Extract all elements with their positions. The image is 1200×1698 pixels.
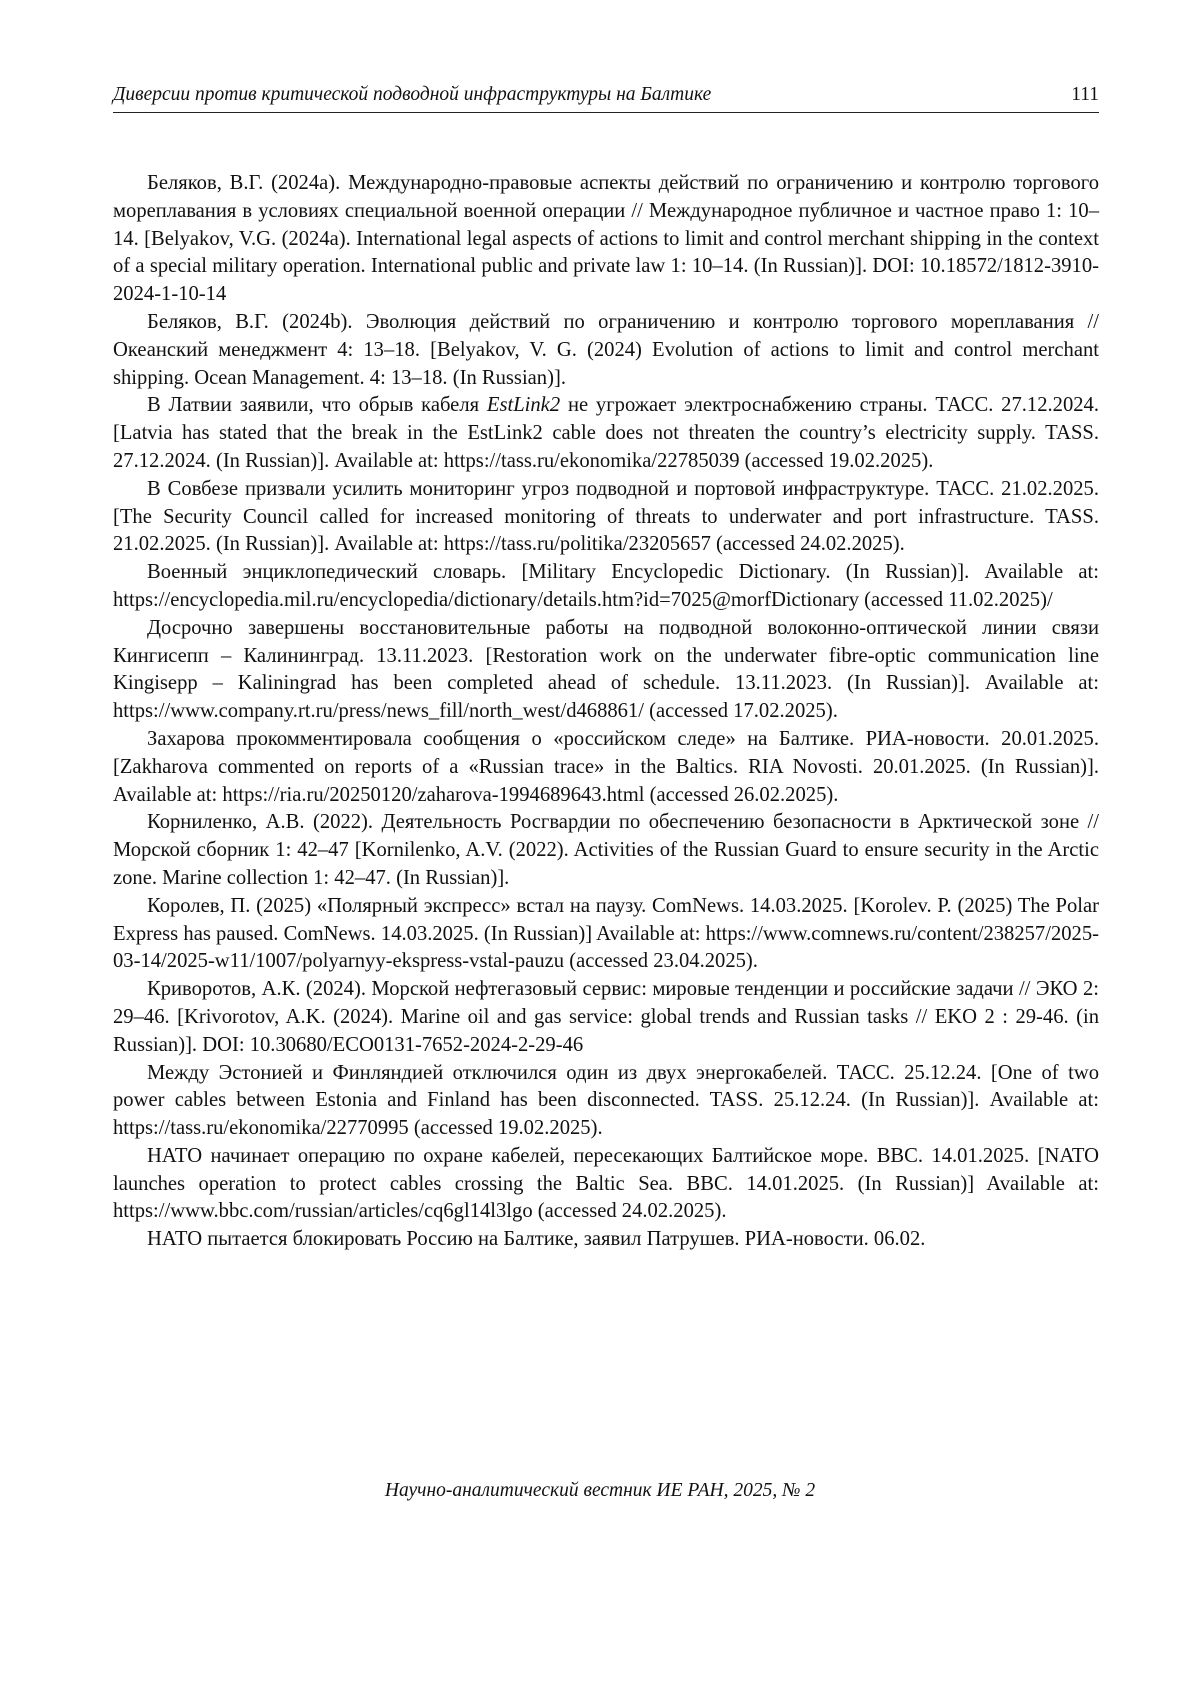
reference-item: Криворотов, А.К. (2024). Морской нефтегазовый сервис: мировые тенденции и российские задачи // ЭКО 2: 29–46. [Krivorotov, A.K. (2024). Marine oil and gas service: global trends and Russian tasks // EKO 2 : 29-46. (in Russian)]. DOI: 10.30680/ECO0131-7652-2024-2-29-46	[113, 978, 1099, 1056]
reference-item: НАТО начинает операцию по охране кабелей, пересекающих Балтийское море. BBC. 14.01.2025. [NATO launches operation to protect cables crossing the Baltic Sea. BBC. 14.01.2025. (In Russian)] Available at: https://www.bbc.com/russian/articles/cq6gl14l3lgo (accessed 24.02.2025).	[113, 1144, 1099, 1223]
reference-item: Досрочно завершены восстановительные работы на подводной волоконно-оптической линии связи Кингисепп – Калининград. 13.11.2023. [Restoration work on the underwater fibre-optic communication line Kingisepp – Kaliningrad has been completed ahead of schedule. 13.11.2023. (In Russian)]. Available at: https://www.company.rt.ru/press/news_fill/north_west/d468861/ (accessed 17.02.2025).	[113, 616, 1099, 723]
reference-italic-term: EstLink2	[486, 394, 561, 417]
reference-item: Беляков, В.Г. (2024a). Международно-правовые аспекты действий по ограничению и контролю торгового мореплавания в условиях специальной военной операции // Международное публичное и частное право 1: 10–14. [Belyakov, V.G. (2024a). International legal aspects of actions to limit and control merchant shipping in the context of a special military operation. International public and private law 1: 10–14. (In Russian)]. DOI: 10.18572/1812-3910-2024-1-10-14	[113, 172, 1099, 306]
running-footer: Научно-аналитический вестник ИЕ РАН, 2025, № 2	[384, 1480, 816, 1501]
reference-item: Захарова прокомментировала сообщения о «российском следе» на Балтике. РИА-новости. 20.01.2025. [Zakharova commented on reports of a «Russian trace» in the Baltics. RIA Novosti. 20.01.2025. (In Russian)]. Available at: https://ria.ru/20250120/zaharova-1994689643.html (accessed 26.02.2025).	[113, 727, 1099, 806]
reference-item: Беляков, В.Г. (2024b). Эволюция действий по ограничению и контролю торгового мореплавания // Океанский менеджмент 4: 13–18. [Belyakov, V. G. (2024) Evolution of actions to limit and control merchant shipping. Ocean Management. 4: 13–18. (In Russian)].	[113, 310, 1099, 389]
reference-item: Корниленко, А.В. (2022). Деятельность Росгвардии по обеспечению безопасности в Арктической зоне // Морской сборник 1: 42–47 [Kornilenko, A.V. (2022). Activities of the Russian Guard to ensure security in the Arctic zone. Marine collection 1: 42–47. (In Russian)].	[113, 811, 1099, 889]
running-header	[113, 84, 1099, 113]
reference-item: Между Эстонией и Финляндией отключился один из двух энергокабелей. ТАСС. 25.12.24. [One of two power cables between Estonia and Finland has been disconnected. TASS. 25.12.24. (In Russian)]. Available at: https://tass.ru/ekonomika/22770995 (accessed 19.02.2025).	[113, 1061, 1099, 1140]
reference-text: не угрожает электроснабжению страны. ТАСС. 27.12.2024. [Latvia has stated that the break in the EstLink2 cable does not threaten the country’s electricity supply. TASS. 27.12.2024. (In Russian)]. Available at: https://tass.ru/ekonomika/22785039 (accessed 19.02.2025).	[113, 394, 1099, 472]
reference-item	[113, 392, 1099, 475]
reference-item: Военный энциклопедический словарь. [Military Encyclopedic Dictionary. (In Russian)]. Available at: https://encyclopedia.mil.ru/encyclopedia/dictionary/details.htm?id=7025@morfDictionary (accessed 11.02.2025)/	[113, 561, 1099, 611]
page-number: 111	[1071, 84, 1099, 105]
reference-item: Королев, П. (2025) «Полярный экспресс» встал на паузу. ComNews. 14.03.2025. [Korolev. P. (2025) The Polar Express has paused. ComNews. 14.03.2025. (In Russian)] Available at: https://www.comnews.ru/content/238257/2025-03-14/2025-w11/1007/polyarnyy-ekspress-vstal-pauzu (accessed 23.04.2025).	[113, 894, 1099, 973]
reference-item: НАТО пытается блокировать Россию на Балтике, заявил Патрушев. РИА-новости. 06.02.	[147, 1228, 926, 1251]
reference-text: В Латвии заявили, что обрыв кабеля	[147, 394, 487, 417]
reference-item: В Совбезе призвали усилить мониторинг угроз подводной и портовой инфраструктуре. ТАСС. 21.02.2025. [The Security Council called for increased monitoring of threats to underwater and port infrastructure. TASS. 21.02.2025. (In Russian)]. Available at: https://tass.ru/politika/23205657 (accessed 24.02.2025).	[113, 477, 1099, 556]
reference-list	[113, 170, 1099, 1254]
running-title: Диверсии против критической подводной инфраструктуры на Балтике	[113, 84, 712, 105]
